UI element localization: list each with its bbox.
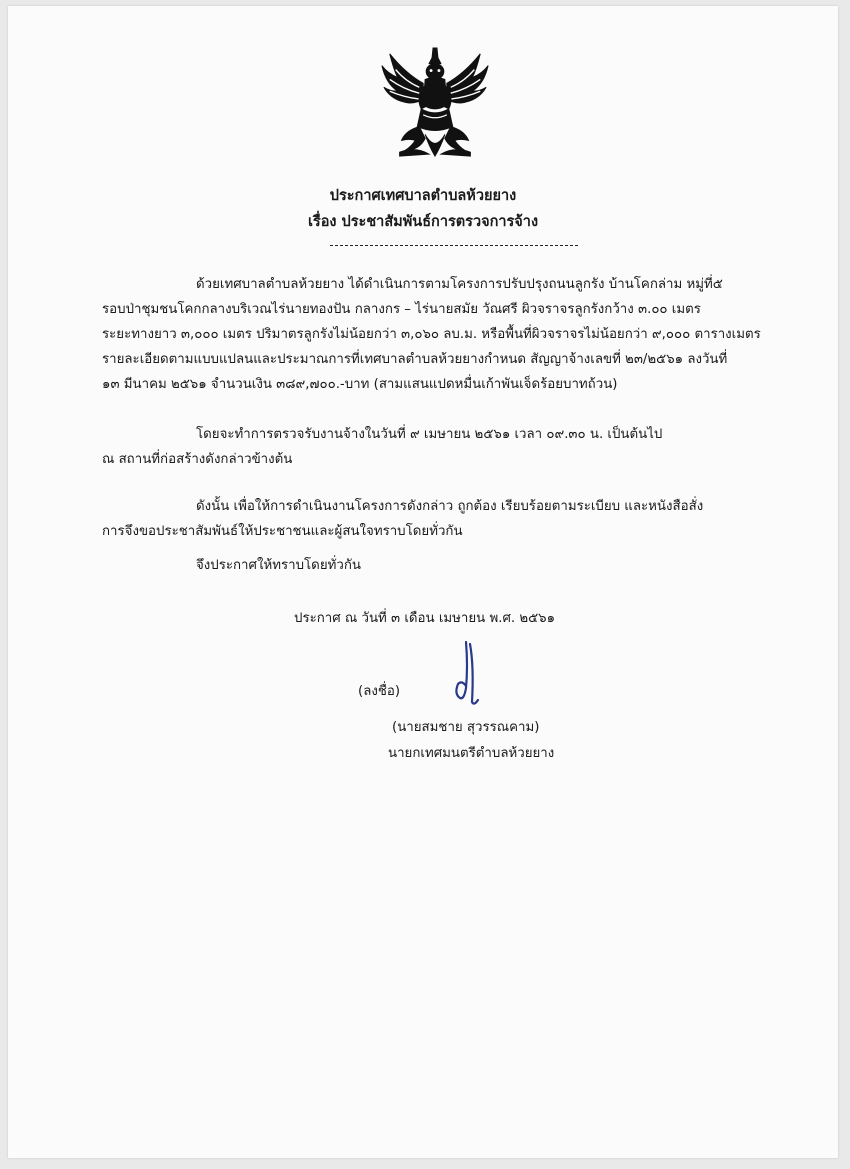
paragraph-1-line-4: รายละเอียดตามแบบแปลนและประมาณการที่เทศบาลตำบลห้วยยางกำหนด สัญญาจ้างเลขที่ ๒๓/๒๕๖๑ ลงวันที่ [102, 352, 728, 367]
paragraph-4: จึงประกาศให้ทราบโดยทั่วกัน [196, 558, 361, 573]
paragraph-1-line-2: รอบป่าชุมชนโคกกลางบริเวณไร่นายทองปัน กลางกร – ไร่นายสมัย วัณศรี ผิวจราจรลูกรังกว้าง ๓.๐๐ เมตร [102, 302, 701, 317]
signer-name: (นายสมชาย สุวรรณคาม) [392, 720, 540, 735]
document-page [8, 6, 838, 1158]
paragraph-2-line-1: โดยจะทำการตรวจรับงานจ้างในวันที่ ๙ เมษายน ๒๕๖๑ เวลา ๐๙.๓๐ น. เป็นต้นไป [196, 427, 663, 442]
handwritten-signature-icon [444, 636, 494, 716]
paragraph-1-line-5: ๑๓ มีนาคม ๒๕๖๑ จำนวนเงิน ๓๘๙,๗๐๐.-บาท (สามแสนแปดหมื่นเก้าพันเจ็ดร้อยบาทถ้วน) [102, 377, 618, 392]
announcement-subject: เรื่อง ประชาสัมพันธ์การตรวจการจ้าง [307, 214, 539, 230]
signer-position: นายกเทศมนตรีตำบลห้วยยาง [388, 746, 555, 761]
announcement-title: ประกาศเทศบาลตำบลห้วยยาง [329, 188, 517, 204]
garuda-emblem-icon [376, 44, 494, 162]
paragraph-3-line-1: ดังนั้น เพื่อให้การดำเนินงานโครงการดังกล่าว ถูกต้อง เรียบร้อยตามระเบียบ และหนังสือสั่ง [196, 499, 704, 514]
sign-label: (ลงชื่อ) [358, 684, 401, 699]
paragraph-2-line-2: ณ สถานที่ก่อสร้างดังกล่าวข้างต้น [102, 452, 293, 467]
announcement-date: ประกาศ ณ วันที่ ๓ เดือน เมษายน พ.ศ. ๒๕๖๑ [294, 611, 556, 626]
paragraph-1-line-3: ระยะทางยาว ๓,๐๐๐ เมตร ปริมาตรลูกรังไม่น้อยกว่า ๓,๐๖๐ ลบ.ม. หรือพื้นที่ผิวจราจรไม่น้อยกว่า ๙,๐๐๐ ตารางเมตร [102, 327, 761, 342]
paragraph-1-line-1: ด้วยเทศบาลตำบลห้วยยาง ได้ดำเนินการตามโครงการปรับปรุงถนนลูกรัง บ้านโคกล่าม หมู่ที่๕ [196, 277, 723, 292]
paragraph-3-line-2: การจึงขอประชาสัมพันธ์ให้ประชาชนและผู้สนใจทราบโดยทั่วกัน [102, 524, 463, 539]
title-divider [330, 245, 578, 246]
